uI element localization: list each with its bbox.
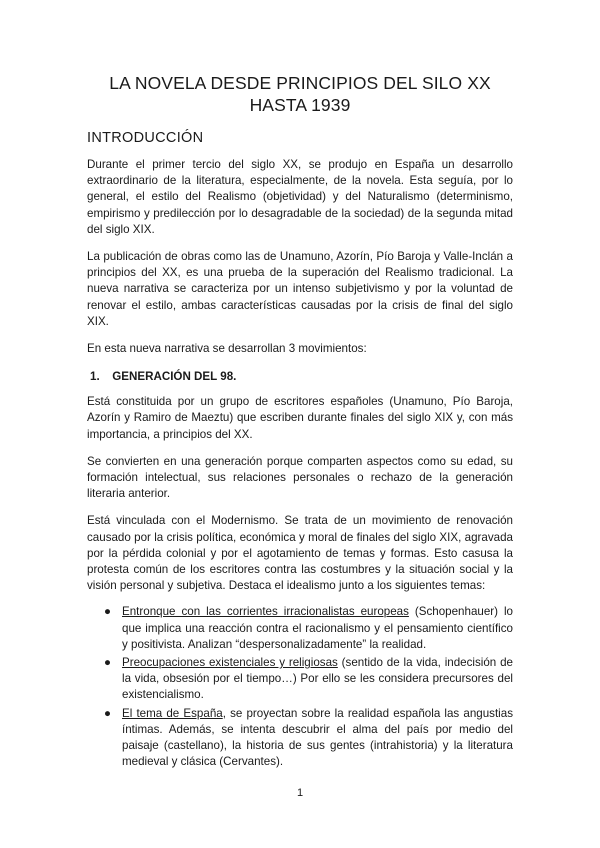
section-heading-introduccion: INTRODUCCIÓN xyxy=(87,130,204,146)
theme-description: (sentido de la vida, indecisión de la vida, obsesión por el tiempo…) Por ello se les considera precursores del existencialismo. xyxy=(122,656,513,702)
bullet-icon: ● xyxy=(104,706,112,720)
list-item xyxy=(87,706,513,771)
theme-title: Preocupaciones existenciales y religiosas xyxy=(122,656,338,670)
bullet-icon: ● xyxy=(104,605,112,619)
list-item xyxy=(87,655,513,704)
title-line-1: LA NOVELA DESDE PRINCIPIOS DEL SILO XX xyxy=(109,73,491,93)
title-line-2: HASTA 1939 xyxy=(249,95,351,115)
bullet-icon: ● xyxy=(104,656,112,670)
theme-title: El tema de España xyxy=(122,706,223,720)
generation-paragraph-1: Está constituida por un grupo de escritores españoles (Unamuno, Pío Baroja, Azorín y Ramiro de Maeztu) que escriben durante finales del siglo XIX y, con más importancia, a principios del XX. xyxy=(87,395,513,441)
document-title xyxy=(87,0,513,116)
generation-paragraph-2: Se convierten en una generación porque comparten aspectos como su edad, su formación intelectual, sus relaciones personales o rechazo de la generación literaria anterior. xyxy=(87,454,513,501)
subheading-number: 1. xyxy=(90,370,100,384)
generation-paragraph-3: Está vinculada con el Modernismo. Se trata de un movimiento de renovación causado por la crisis política, económica y moral de finales del siglo XIX, agravada por la pérdida colonial y por el agotamiento de temas y formas. Esto casusa la protesta común de los escritores contra las costumbres y la situación social y la visión personal y subjetiva. Destaca el idealismo junto a los siguientes temas: xyxy=(87,514,513,593)
page-number: 1 xyxy=(296,787,304,799)
subheading-text: GENERACIÓN DEL 98. xyxy=(112,370,237,384)
theme-description: (Schopenhauer) lo que implica una reacción contra el racionalismo y el pensamiento científico y positivista. Analizan “despersonalizadamente” la realidad. xyxy=(122,605,513,651)
subheading-generacion-98 xyxy=(87,370,513,383)
intro-paragraph-1: Durante el primer tercio del siglo XX, se produjo en España un desarrollo extraordinario de la literatura, especialmente, de la novela. Esta seguía, por lo general, el estilo del Realismo (objetividad) y del Naturalismo (determinismo, empirismo y predilección por lo desagradable de la sociedad) de la segunda mitad del siglo XIX. xyxy=(87,158,513,236)
theme-title: Entronque con las corrientes irracionalistas europeas xyxy=(122,605,409,619)
intro-paragraph-3: En esta nueva narrativa se desarrollan 3 movimientos: xyxy=(87,342,367,356)
theme-description: , se proyectan sobre la realidad española las angustias íntimas. Además, se intenta descubrir el alma del país por medio del paisaje (castellano), la historia de sus gentes (intrahistoria) y la literatura medieval y clásica (Cervantes). xyxy=(122,706,513,769)
list-item xyxy=(87,604,513,653)
themes-list xyxy=(87,604,513,770)
intro-paragraph-2: La publicación de obras como las de Unamuno, Azorín, Pío Baroja y Valle-Inclán a principios del XX, es una prueba de la superación del Realismo tradicional. La nueva narrativa se caracteriza por un intenso subjetivismo y por la voluntad de renovar el estilo, ambas características causadas por la crisis de final del siglo XIX. xyxy=(87,250,513,328)
